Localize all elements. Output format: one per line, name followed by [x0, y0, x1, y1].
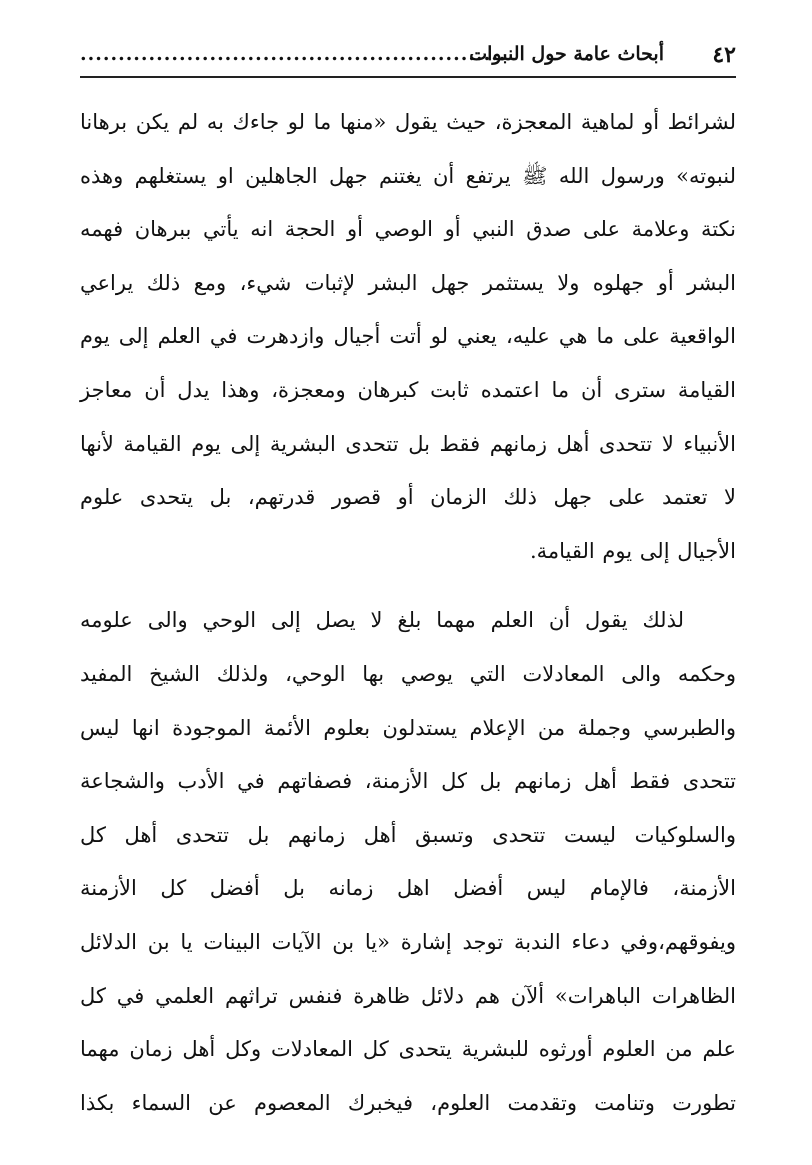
text-line: الأنبياء لا تتحدى أهل زمانهم فقط بل تتحدى البشرية إلى يوم القيامة لأنها: [80, 431, 736, 456]
text-line: علم من العلوم أورثوه للبشرية يتحدى كل المعادلات وكل أهل زمان مهما: [80, 1037, 736, 1062]
text-line: لشرائط أو لماهية المعجزة، حيث يقول «منها ما لو جاءك به لم يكن برهانا: [80, 110, 737, 134]
text-line: لنبوته» ورسول الله ﷺ يرتفع أن يغتنم جهل الجاهلين او يستغلهم وهذه: [80, 163, 736, 188]
header-dot-leader: ........................................................: [80, 43, 507, 65]
text-line: وحكمه والى المعادلات التي يوصي بها الوحي، ولذلك الشيخ المفيد: [80, 661, 736, 686]
page-header: [80, 38, 736, 74]
header-rule: [80, 76, 736, 78]
paragraph-1: [80, 96, 736, 578]
text-line: لذلك يقول أن العلم مهما بلغ لا يصل إلى الوحي والى علومه: [80, 608, 684, 633]
paragraph-2: [80, 594, 736, 1130]
text-line: والطبرسي وجملة من الإعلام يستدلون بعلوم الأئمة الموجودة انها ليس: [80, 715, 736, 740]
text-line: الأجيال إلى يوم القيامة.: [529, 538, 736, 563]
text-line: الظاهرات الباهرات» ألآن هم دلائل ظاهرة فنفس تراثهم العلمي في كل: [80, 983, 736, 1008]
text-line: لا تعتمد على جهل ذلك الزمان أو قصور قدرتهم، بل يتحدى علوم: [80, 485, 736, 510]
text-line: ويفوقهم،وفي دعاء الندبة توجد إشارة «يا بن الآيات البينات يا بن الدلائل: [80, 929, 736, 954]
text-line: الأزمنة، فالإمام ليس أفضل اهل زمانه بل أفضل كل الأزمنة: [80, 876, 736, 901]
text-line: والسلوكيات ليست تتحدى وتسبق أهل زمانهم بل تتحدى أهل كل: [80, 822, 736, 847]
page-number: ٤٢: [712, 42, 736, 68]
text-line: نكتة وعلامة على صدق النبي أو الوصي أو الحجة انه يأتي ببرهان فهمه: [80, 217, 736, 242]
page-body: [80, 96, 736, 1130]
text-line: تطورت وتنامت وتقدمت العلوم، فيخبرك المعصوم عن السماء بكذا: [80, 1090, 736, 1115]
text-line: البشر أو جهلوه ولا يستثمر جهل البشر لإثبات شيء، ومع ذلك يراعي: [80, 270, 736, 295]
running-title: أبحاث عامة حول النبوات: [469, 43, 664, 65]
text-line: الواقعية على ما هي عليه، يعني لو أتت أجيال وازدهرت في العلم إلى يوم: [80, 324, 736, 349]
text-line: تتحدى فقط أهل زمانهم بل كل الأزمنة، فصفاتهم في الأدب والشجاعة: [80, 769, 736, 794]
text-line: القيامة سترى أن ما اعتمده ثابت كبرهان ومعجزة، وهذا يدل أن معاجز: [80, 377, 736, 402]
